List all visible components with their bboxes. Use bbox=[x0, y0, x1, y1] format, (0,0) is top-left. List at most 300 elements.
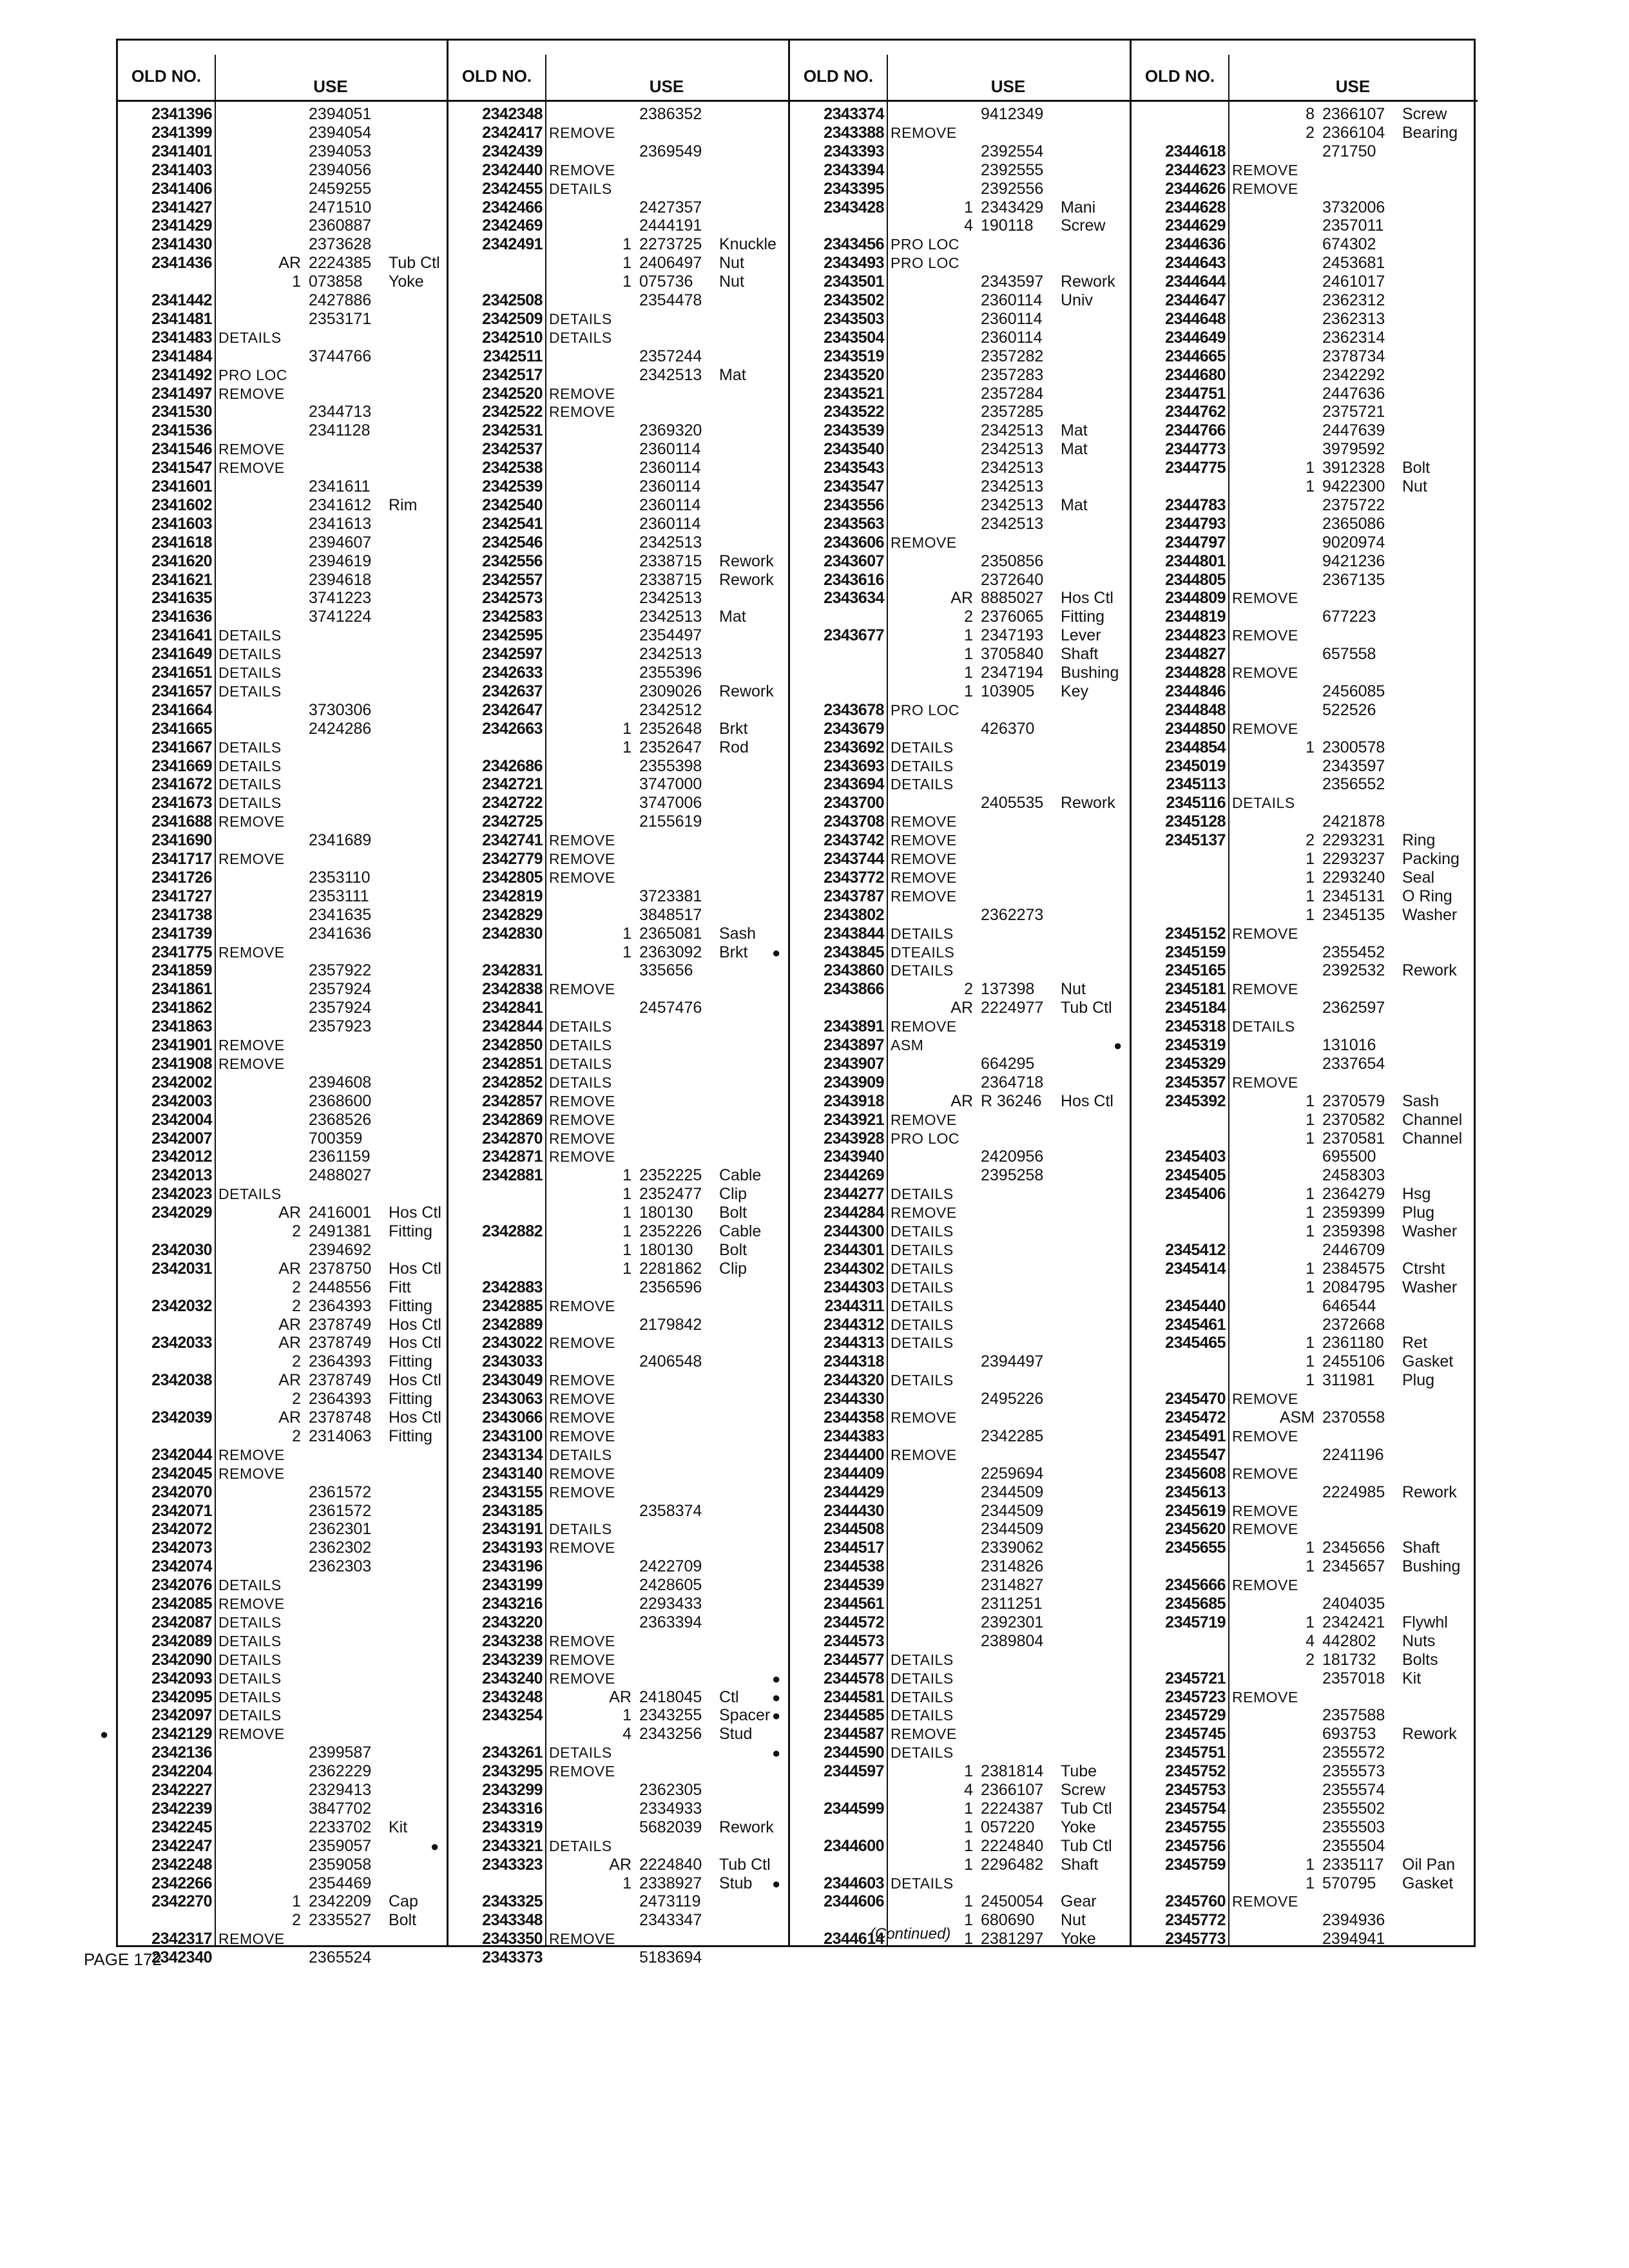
part-description: Nut bbox=[1402, 477, 1427, 495]
new-part-number: 2293433 bbox=[639, 1595, 702, 1613]
table-row bbox=[1132, 403, 1478, 421]
part-description: Brkt bbox=[719, 719, 748, 738]
use-action: DETAILS bbox=[549, 329, 612, 346]
table-row bbox=[118, 1129, 447, 1148]
new-part-number: 2491381 bbox=[309, 1222, 372, 1240]
part-description: Fitting bbox=[389, 1390, 433, 1408]
table-row bbox=[1132, 775, 1478, 794]
table-row bbox=[448, 943, 788, 962]
old-number: 2341859 bbox=[151, 961, 212, 980]
use-action: DETAILS bbox=[891, 1260, 954, 1277]
new-part-number: 2362302 bbox=[309, 1539, 372, 1557]
old-number: 2341602 bbox=[151, 495, 212, 514]
table-row bbox=[1113, 1036, 1478, 1055]
new-part-number: 2395258 bbox=[981, 1166, 1044, 1185]
table-row bbox=[1132, 1316, 1478, 1334]
table-row bbox=[790, 1408, 1130, 1427]
old-number: 2343539 bbox=[824, 421, 884, 440]
old-number: 2343191 bbox=[482, 1520, 543, 1539]
old-number: 2341601 bbox=[151, 477, 212, 495]
table-row bbox=[118, 1688, 447, 1707]
new-part-number: 2361572 bbox=[309, 1501, 372, 1520]
part-description: Tub Ctl bbox=[1061, 1799, 1112, 1818]
part-description: Clip bbox=[719, 1259, 747, 1278]
part-description: Washer bbox=[1402, 1222, 1458, 1240]
use-action: REMOVE bbox=[1232, 1073, 1298, 1091]
new-part-number: 2360114 bbox=[639, 459, 701, 477]
new-part-number: 2355504 bbox=[1322, 1836, 1385, 1855]
old-number: 2342003 bbox=[151, 1091, 212, 1110]
old-number: 2342508 bbox=[482, 291, 543, 309]
old-number: 2343240 bbox=[482, 1669, 543, 1687]
quantity: 2 bbox=[292, 1296, 301, 1315]
old-number: 2343261 bbox=[482, 1744, 543, 1762]
table-row bbox=[448, 1576, 788, 1595]
table-row bbox=[448, 701, 788, 720]
table-row bbox=[118, 366, 447, 385]
table-row bbox=[790, 329, 1130, 347]
new-part-number: 2366107 bbox=[981, 1781, 1044, 1799]
old-number: 2342831 bbox=[482, 961, 543, 980]
table-row bbox=[118, 887, 447, 906]
old-number: 2344409 bbox=[824, 1464, 884, 1483]
table-row bbox=[790, 235, 1130, 254]
use-action: REMOVE bbox=[549, 1930, 615, 1948]
new-part-number: 2362314 bbox=[1322, 328, 1385, 347]
new-part-number: 2392301 bbox=[981, 1613, 1044, 1631]
table-row bbox=[118, 1520, 447, 1539]
part-description: Stud bbox=[719, 1725, 753, 1744]
part-description: Hsg bbox=[1402, 1185, 1431, 1204]
table-row bbox=[118, 1390, 447, 1408]
old-number: 2344665 bbox=[1165, 347, 1226, 365]
use-action: REMOVE bbox=[549, 1111, 615, 1128]
old-number: 2345719 bbox=[1165, 1613, 1226, 1631]
use-action: DETAILS bbox=[218, 1577, 282, 1594]
part-description: Mat bbox=[1061, 495, 1088, 514]
part-description: Tub Ctl bbox=[719, 1855, 771, 1874]
old-number: 2342885 bbox=[482, 1296, 543, 1315]
table-row bbox=[118, 1111, 447, 1129]
table-row bbox=[1132, 961, 1478, 980]
new-part-number: 2337654 bbox=[1322, 1054, 1385, 1073]
table-row bbox=[1132, 1911, 1478, 1930]
old-number: 2343845 bbox=[824, 943, 884, 961]
new-part-number: 2352647 bbox=[639, 738, 702, 756]
new-part-number: 3730306 bbox=[309, 700, 372, 719]
table-row bbox=[1132, 812, 1478, 831]
table-row bbox=[790, 626, 1130, 645]
new-part-number: 2281862 bbox=[639, 1259, 702, 1278]
old-number: 2344797 bbox=[1165, 533, 1226, 552]
bullet-marker: ● bbox=[772, 1875, 781, 1892]
new-part-number: 2392554 bbox=[981, 142, 1044, 160]
quantity: 1 bbox=[1306, 850, 1315, 868]
table-row bbox=[1132, 329, 1478, 347]
old-number: 2344819 bbox=[1165, 608, 1226, 626]
old-number: 2341635 bbox=[151, 589, 212, 608]
new-part-number: 2368526 bbox=[309, 1110, 372, 1129]
old-number: 2345329 bbox=[1165, 1054, 1226, 1073]
table-row bbox=[118, 1483, 447, 1502]
quantity: 1 bbox=[622, 1204, 631, 1222]
quantity: AR bbox=[950, 1091, 973, 1110]
table-row bbox=[118, 440, 447, 459]
part-description: Univ bbox=[1061, 291, 1094, 309]
old-number: 2343563 bbox=[824, 514, 884, 533]
table-row bbox=[448, 1520, 788, 1539]
part-description: Nut bbox=[719, 254, 744, 273]
new-part-number: 2381814 bbox=[981, 1762, 1044, 1781]
table-row bbox=[1132, 1502, 1478, 1521]
new-part-number: 2458303 bbox=[1322, 1166, 1385, 1185]
table-row bbox=[1132, 1297, 1478, 1316]
new-part-number: 2361180 bbox=[1322, 1334, 1384, 1352]
table-row bbox=[118, 738, 447, 757]
new-part-number: 2342513 bbox=[981, 421, 1044, 440]
quantity: 1 bbox=[292, 1892, 301, 1911]
old-number: 2343066 bbox=[482, 1408, 543, 1427]
old-number: 2343503 bbox=[824, 309, 884, 328]
old-number: 2342557 bbox=[482, 570, 543, 589]
table-row bbox=[118, 869, 447, 887]
old-number: 2343374 bbox=[824, 105, 884, 123]
old-number: 2342522 bbox=[482, 403, 543, 421]
new-part-number: 2355574 bbox=[1322, 1781, 1385, 1799]
use-action: DETAILS bbox=[891, 1278, 954, 1296]
part-description: Bolts bbox=[1402, 1650, 1438, 1669]
new-part-number: 311981 bbox=[1322, 1371, 1375, 1390]
new-part-number: 2338715 bbox=[639, 552, 702, 570]
old-number: 2341775 bbox=[151, 943, 212, 961]
old-number: 2342637 bbox=[482, 682, 543, 700]
table-row bbox=[1132, 1837, 1478, 1856]
new-part-number: 2375722 bbox=[1322, 495, 1385, 514]
old-number: 2342023 bbox=[151, 1185, 212, 1204]
table-row bbox=[448, 515, 788, 533]
table-row bbox=[1132, 626, 1478, 645]
old-number: 2343193 bbox=[482, 1539, 543, 1557]
new-part-number: 442802 bbox=[1322, 1631, 1376, 1650]
quantity: 1 bbox=[1306, 1371, 1315, 1390]
new-part-number: 2273725 bbox=[639, 235, 702, 254]
new-part-number: 2362301 bbox=[309, 1520, 372, 1539]
new-part-number: 2341689 bbox=[309, 831, 372, 850]
old-number: 2342085 bbox=[151, 1595, 212, 1613]
old-number: 2343616 bbox=[824, 570, 884, 589]
part-description: Screw bbox=[1061, 1781, 1106, 1799]
old-number: 2342819 bbox=[482, 887, 543, 905]
new-part-number: 2314826 bbox=[981, 1557, 1044, 1576]
use-action: REMOVE bbox=[891, 1446, 957, 1463]
table-row bbox=[448, 794, 788, 812]
use-action: REMOVE bbox=[218, 850, 285, 867]
part-description: Yoke bbox=[1061, 1930, 1096, 1948]
use-action: DETAILS bbox=[891, 1707, 954, 1724]
old-number: 2342089 bbox=[151, 1631, 212, 1650]
table-row bbox=[448, 1371, 788, 1390]
new-part-number: 2352648 bbox=[639, 719, 702, 738]
table-row bbox=[1132, 906, 1478, 925]
old-number: 2341672 bbox=[151, 775, 212, 794]
old-number: 2344809 bbox=[1165, 589, 1226, 608]
new-part-number: 2353111 bbox=[309, 887, 369, 905]
old-number: 2344573 bbox=[824, 1631, 884, 1650]
table-row bbox=[448, 1166, 788, 1185]
table-row bbox=[448, 1706, 788, 1725]
part-description: Hos Ctl bbox=[389, 1259, 441, 1278]
use-action: DETAILS bbox=[549, 1073, 612, 1091]
new-part-number: 2471510 bbox=[309, 198, 372, 216]
old-number: 2344854 bbox=[1165, 738, 1226, 756]
use-action: REMOVE bbox=[891, 832, 957, 849]
new-part-number: 2362229 bbox=[309, 1762, 372, 1781]
table-row bbox=[118, 1781, 447, 1800]
table-row bbox=[448, 1818, 788, 1837]
use-action: REMOVE bbox=[549, 1372, 615, 1389]
quantity: 4 bbox=[964, 216, 973, 235]
table-row bbox=[448, 198, 788, 217]
table-row bbox=[790, 794, 1130, 812]
table-row bbox=[118, 124, 447, 142]
table-row bbox=[1132, 235, 1478, 254]
table-row bbox=[118, 180, 447, 198]
new-part-number: 3723381 bbox=[639, 887, 702, 905]
table-row bbox=[1132, 664, 1478, 682]
old-number: 2341547 bbox=[151, 459, 212, 477]
new-part-number: 2364393 bbox=[309, 1352, 372, 1371]
old-number: 2343928 bbox=[824, 1129, 884, 1148]
old-number: 2341618 bbox=[151, 533, 212, 552]
quantity: 1 bbox=[1306, 1557, 1315, 1576]
new-part-number: 2394054 bbox=[309, 123, 372, 142]
old-number: 2345319 bbox=[1165, 1036, 1226, 1054]
table-row bbox=[118, 1576, 447, 1595]
table-row bbox=[448, 1911, 788, 1930]
old-number: 2342004 bbox=[151, 1110, 212, 1129]
old-number: 2343521 bbox=[824, 384, 884, 403]
use-action: DETAILS bbox=[549, 1018, 612, 1035]
use-action: REMOVE bbox=[549, 403, 615, 421]
use-action: REMOVE bbox=[1232, 1390, 1298, 1408]
new-part-number: 2357018 bbox=[1322, 1669, 1385, 1687]
new-part-number: 2343597 bbox=[1322, 756, 1385, 775]
table-row bbox=[1132, 1688, 1478, 1707]
part-description: Shaft bbox=[1402, 1539, 1440, 1557]
new-part-number: 2394941 bbox=[1322, 1930, 1385, 1948]
table-row bbox=[790, 366, 1130, 385]
old-number: 2341429 bbox=[151, 216, 212, 235]
old-number: 2341657 bbox=[151, 682, 212, 700]
table-row bbox=[790, 477, 1130, 496]
new-part-number: 2370579 bbox=[1322, 1091, 1385, 1110]
table-row bbox=[1132, 1856, 1478, 1874]
old-number: 2341403 bbox=[151, 160, 212, 179]
header-use: USE bbox=[990, 77, 1026, 96]
table-row bbox=[118, 161, 447, 180]
old-number: 2343134 bbox=[482, 1445, 543, 1464]
table-row bbox=[790, 1781, 1130, 1800]
quantity: 1 bbox=[964, 1855, 973, 1874]
use-action: DETAILS bbox=[891, 776, 954, 793]
table-row bbox=[1132, 1483, 1478, 1502]
new-part-number: 2309026 bbox=[639, 682, 702, 700]
table-row bbox=[118, 533, 447, 552]
new-part-number: 2394608 bbox=[309, 1073, 372, 1091]
table-row bbox=[448, 366, 788, 385]
table-row bbox=[1132, 1613, 1478, 1632]
old-number: 2343501 bbox=[824, 273, 884, 291]
new-part-number: 2362273 bbox=[981, 905, 1044, 924]
old-number: 2342097 bbox=[151, 1706, 212, 1725]
table-row bbox=[790, 1632, 1130, 1651]
table-row bbox=[448, 1185, 788, 1204]
table-row bbox=[790, 1856, 1130, 1874]
quantity: 1 bbox=[1306, 868, 1315, 887]
old-number: 2344801 bbox=[1165, 552, 1226, 570]
old-number: 2341484 bbox=[151, 347, 212, 365]
table-row bbox=[448, 310, 788, 329]
table-row bbox=[118, 701, 447, 720]
new-part-number: 2363394 bbox=[639, 1613, 702, 1631]
use-action: REMOVE bbox=[218, 1725, 285, 1743]
use-action: REMOVE bbox=[549, 869, 615, 886]
table-row bbox=[118, 1837, 447, 1856]
table-row bbox=[1132, 273, 1478, 291]
new-part-number: 2360114 bbox=[981, 309, 1043, 328]
new-part-number: 3732006 bbox=[1322, 198, 1385, 216]
new-part-number: 8885027 bbox=[981, 589, 1044, 608]
old-number: 2342039 bbox=[151, 1408, 212, 1427]
table-row bbox=[118, 1818, 447, 1837]
new-part-number: 2344509 bbox=[981, 1483, 1044, 1501]
old-number: 2342538 bbox=[482, 459, 543, 477]
use-action: REMOVE bbox=[1232, 1427, 1298, 1445]
new-part-number: 2367135 bbox=[1322, 570, 1385, 589]
old-number: 2343216 bbox=[482, 1595, 543, 1613]
new-part-number: 2224387 bbox=[981, 1799, 1044, 1818]
old-number: 2343388 bbox=[824, 123, 884, 142]
table-row bbox=[118, 310, 447, 329]
new-part-number: 2422709 bbox=[639, 1557, 702, 1576]
table-row bbox=[790, 105, 1130, 124]
table-row bbox=[790, 906, 1130, 925]
old-number: 2343909 bbox=[824, 1073, 884, 1091]
old-number: 2343248 bbox=[482, 1687, 543, 1706]
table-row bbox=[118, 1539, 447, 1557]
old-number: 2342883 bbox=[482, 1278, 543, 1296]
table-row bbox=[118, 1911, 447, 1930]
part-description: Shaft bbox=[1061, 645, 1099, 664]
table-row bbox=[772, 1706, 1130, 1725]
table-row bbox=[448, 533, 788, 552]
table-row bbox=[118, 552, 447, 571]
new-part-number: 2335117 bbox=[1322, 1855, 1384, 1874]
new-part-number: 2447636 bbox=[1322, 384, 1385, 403]
table-row bbox=[772, 943, 1130, 962]
use-action: DETAILS bbox=[891, 1316, 954, 1333]
new-part-number: 680690 bbox=[981, 1911, 1035, 1930]
new-part-number: 335656 bbox=[639, 961, 693, 980]
old-number: 2342030 bbox=[151, 1240, 212, 1259]
table-row bbox=[1132, 1539, 1478, 1557]
table-row bbox=[118, 775, 447, 794]
part-description: Fitting bbox=[1061, 608, 1105, 626]
old-number: 2345019 bbox=[1165, 756, 1226, 775]
quantity: 1 bbox=[622, 1706, 631, 1725]
old-number: 2343140 bbox=[482, 1464, 543, 1483]
use-action: REMOVE bbox=[1232, 981, 1298, 998]
bullet-marker: ● bbox=[1113, 1037, 1123, 1053]
old-number: 2344581 bbox=[824, 1687, 884, 1706]
use-action: REMOVE bbox=[1232, 664, 1298, 681]
old-number: 2343199 bbox=[482, 1576, 543, 1595]
old-number: 2344828 bbox=[1165, 664, 1226, 682]
table-row bbox=[448, 608, 788, 626]
new-part-number: 2293231 bbox=[1322, 831, 1385, 850]
table-row bbox=[1132, 1744, 1478, 1762]
table-row bbox=[790, 1316, 1130, 1334]
new-part-number: 2259694 bbox=[981, 1464, 1044, 1483]
table-row bbox=[448, 1427, 788, 1446]
header-use: USE bbox=[1335, 77, 1371, 96]
table-row bbox=[118, 571, 447, 590]
quantity: 1 bbox=[1306, 887, 1315, 905]
table-row bbox=[1132, 1260, 1478, 1278]
table-row bbox=[1132, 1055, 1478, 1073]
old-number: 2345159 bbox=[1165, 943, 1226, 961]
new-part-number: 2428605 bbox=[639, 1576, 702, 1595]
old-number: 2342851 bbox=[482, 1054, 543, 1073]
part-description: Rework bbox=[719, 1818, 774, 1836]
new-part-number: 073858 bbox=[309, 273, 363, 291]
part-description: Fitting bbox=[389, 1352, 433, 1371]
table-row bbox=[1132, 552, 1478, 571]
table-row bbox=[448, 1651, 788, 1669]
quantity: 8 bbox=[1306, 105, 1315, 123]
old-number: 2344313 bbox=[824, 1334, 884, 1352]
use-action: REMOVE bbox=[1232, 1521, 1298, 1538]
part-description: Ctrsht bbox=[1402, 1259, 1445, 1278]
quantity: 1 bbox=[1306, 1129, 1315, 1148]
old-number: 2342248 bbox=[151, 1855, 212, 1874]
use-action: DETAILS bbox=[1232, 1018, 1295, 1035]
use-action: REMOVE bbox=[549, 1483, 615, 1501]
use-action: DETAILS bbox=[1232, 794, 1295, 812]
use-action: REMOVE bbox=[549, 981, 615, 998]
table-row bbox=[1132, 701, 1478, 720]
old-number: 2341665 bbox=[151, 719, 212, 738]
table-row bbox=[118, 1148, 447, 1166]
new-part-number: 2224840 bbox=[639, 1855, 702, 1874]
table-row bbox=[118, 291, 447, 310]
new-part-number: 2455106 bbox=[1322, 1352, 1385, 1371]
table-row bbox=[1132, 943, 1478, 962]
quantity: 1 bbox=[1306, 1352, 1315, 1371]
quantity: AR bbox=[278, 1204, 301, 1222]
quantity: 2 bbox=[1306, 831, 1315, 850]
old-number: 2343428 bbox=[824, 198, 884, 216]
quantity: 1 bbox=[1306, 1855, 1315, 1874]
new-part-number: 2420956 bbox=[981, 1148, 1044, 1166]
old-number: 2345760 bbox=[1165, 1892, 1226, 1911]
new-part-number: 2424286 bbox=[309, 719, 372, 738]
use-action: REMOVE bbox=[549, 1334, 615, 1352]
old-number: 2344311 bbox=[824, 1296, 884, 1315]
new-part-number: 2342513 bbox=[981, 495, 1044, 514]
old-number: 2341536 bbox=[151, 421, 212, 440]
old-number: 2343373 bbox=[482, 1948, 543, 1967]
